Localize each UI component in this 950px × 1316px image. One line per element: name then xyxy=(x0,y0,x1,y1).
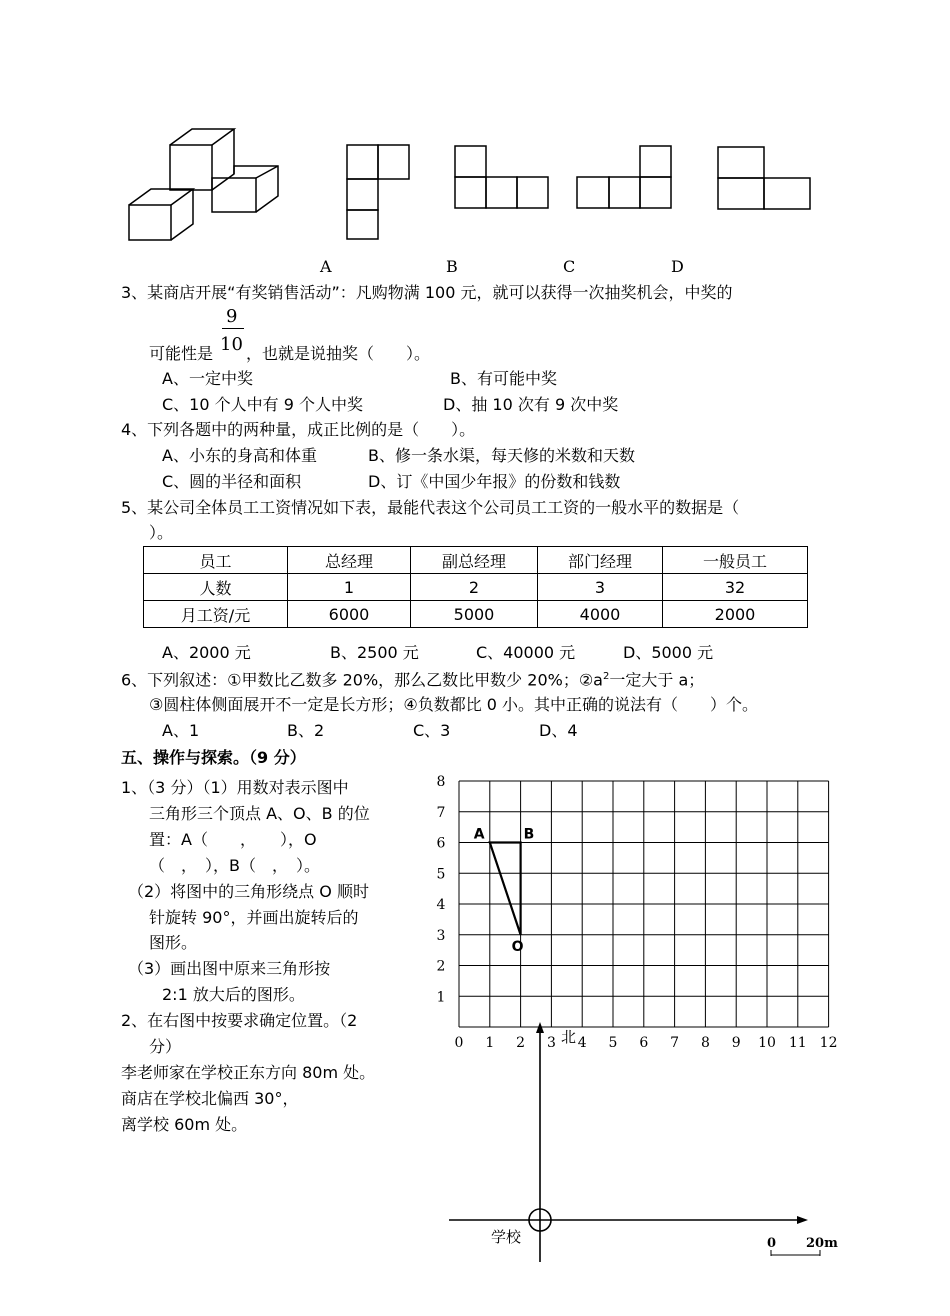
scale-length-label: 20m xyxy=(806,1236,838,1251)
table-header-cell: 总经理 xyxy=(288,547,411,574)
view-label-d: D xyxy=(671,257,684,276)
y-tick-label: 6 xyxy=(436,835,446,852)
x-tick-label: 8 xyxy=(700,1035,710,1051)
table-cell: 3 xyxy=(538,574,663,601)
scale-zero-label: 0 xyxy=(767,1236,777,1251)
s5-q1-line: 置：A（ ， ），O xyxy=(149,830,317,849)
s5-q2-line: 商店在学校北偏西 30°， xyxy=(121,1089,299,1108)
q6-option-a: A、1 xyxy=(162,721,200,740)
s5-q1-line: 图形。 xyxy=(149,933,198,952)
x-tick-label: 11 xyxy=(788,1035,807,1051)
s5-q1-line: 针旋转 90°，并画出旋转后的 xyxy=(149,908,359,927)
s5-q1-line: 1、（3 分）（1）用数对表示图中 xyxy=(121,778,349,797)
x-tick-label: 9 xyxy=(731,1035,741,1051)
q5-option-b: B、2500 元 xyxy=(330,643,419,662)
table-cell: 月工资/元 xyxy=(144,601,288,628)
section5-title: 五、操作与探索。（9 分） xyxy=(121,748,306,767)
q5-stem-line2: ）。 xyxy=(149,523,174,542)
q3-stem-line1: 3、某商店开展“有奖销售活动”：凡购物满 100 元，就可以获得一次抽奖机会，中奖的 xyxy=(121,283,733,302)
view-label-c: C xyxy=(563,257,576,276)
q6-stem-line2: ③圆柱体侧面展开不一定是长方形；④负数都比 0 小。其中正确的说法有（ ）个。 xyxy=(149,695,759,714)
q3-stem-line2-suffix: ，也就是说抽奖（ ）。 xyxy=(246,344,431,363)
q3-option-d: D、抽 10 次有 9 次中奖 xyxy=(443,395,619,414)
s5-q1-line: （ ， ），B（ ， ）。 xyxy=(149,856,320,875)
table-cell: 2 xyxy=(411,574,538,601)
table-cell: 4000 xyxy=(538,601,663,628)
s5-q1-line: （2）将图中的三角形绕点 O 顺时 xyxy=(128,882,369,901)
s5-q2-line: 2、在右图中按要求确定位置。（2 xyxy=(121,1011,358,1030)
y-tick-label: 4 xyxy=(436,897,446,913)
y-tick-label: 1 xyxy=(436,989,446,1006)
north-label: 北 xyxy=(561,1028,577,1046)
q6-option-c: C、3 xyxy=(413,721,451,740)
y-tick-label: 2 xyxy=(436,958,446,975)
view-label-b: B xyxy=(446,257,458,276)
q3-option-c: C、10 个人中有 9 个人中奖 xyxy=(162,395,363,414)
s5-q1-line: （3）画出图中原来三角形按 xyxy=(128,959,331,978)
y-tick-label: 8 xyxy=(436,774,446,790)
table-header-cell: 部门经理 xyxy=(538,547,663,574)
table-cell: 2000 xyxy=(663,601,808,628)
table-header-cell: 副总经理 xyxy=(411,547,538,574)
x-tick-label: 2 xyxy=(516,1035,526,1051)
x-tick-label: 10 xyxy=(758,1035,776,1051)
q6-option-d: D、4 xyxy=(539,721,578,740)
x-tick-label: 0 xyxy=(454,1035,464,1051)
q4-option-c: C、圆的半径和面积 xyxy=(162,472,302,491)
table-cell: 人数 xyxy=(144,574,288,601)
school-label: 学校 xyxy=(491,1228,522,1246)
x-tick-label: 7 xyxy=(670,1035,680,1051)
q4-option-d: D、订《中国少年报》的份数和钱数 xyxy=(368,472,621,491)
table-header-cell: 员工 xyxy=(144,547,288,574)
q3-fraction-numerator: 9 xyxy=(226,306,238,327)
x-tick-label: 5 xyxy=(608,1035,618,1051)
x-tick-label: 12 xyxy=(819,1035,838,1051)
s5-q1-line: 2:1 放大后的图形。 xyxy=(162,985,305,1004)
x-tick-label: 1 xyxy=(485,1035,495,1051)
q4-stem: 4、下列各题中的两种量，成正比例的是（ ）。 xyxy=(121,420,476,439)
y-tick-label: 3 xyxy=(436,927,446,944)
east-arrow-icon xyxy=(797,1216,808,1224)
s5-q1-line: 三角形三个顶点 A、O、B 的位 xyxy=(149,804,370,823)
q3-fraction-denominator: 10 xyxy=(220,334,243,355)
q5-option-a: A、2000 元 xyxy=(162,643,251,662)
y-tick-label: 7 xyxy=(436,804,446,821)
q6-text-a: 6、下列叙述：①甲数比乙数多 20%，那么乙数比甲数少 20%；②a xyxy=(121,670,603,690)
q4-option-a: A、小东的身高和体重 xyxy=(162,446,317,465)
q3-stem-line2-prefix: 可能性是 xyxy=(149,344,214,363)
table-cell: 5000 xyxy=(411,601,538,628)
q6-option-b: B、2 xyxy=(287,721,325,740)
q5-stem-line1: 5、某公司全体员工工资情况如下表，最能代表这个公司员工工资的一般水平的数据是（ xyxy=(121,498,740,517)
x-tick-label: 6 xyxy=(639,1035,649,1051)
north-arrow-icon xyxy=(536,1022,544,1033)
vertex-label: B xyxy=(523,826,535,843)
table-cell: 6000 xyxy=(288,601,411,628)
vertex-label: A xyxy=(473,826,485,843)
q5-option-d: D、5000 元 xyxy=(623,643,714,662)
q6-superscript: 2 xyxy=(602,671,610,682)
q3-option-b: B、有可能中奖 xyxy=(450,369,557,388)
table-cell: 32 xyxy=(663,574,808,601)
q4-option-b: B、修一条水渠，每天修的米数和天数 xyxy=(368,446,635,465)
y-tick-label: 5 xyxy=(436,866,446,883)
view-label-a: A xyxy=(320,257,332,276)
vertex-label: O xyxy=(511,938,524,955)
table-header-cell: 一般员工 xyxy=(663,547,808,574)
x-tick-label: 3 xyxy=(546,1035,556,1051)
s5-q2-line: 李老师家在学校正东方向 80m 处。 xyxy=(121,1063,376,1082)
q6-text-b: 一定大于 a； xyxy=(609,670,705,690)
s5-q2-line: 分） xyxy=(149,1037,182,1056)
table-cell: 1 xyxy=(288,574,411,601)
q3-option-a: A、一定中奖 xyxy=(162,369,253,388)
s5-q2-line: 离学校 60m 处。 xyxy=(121,1115,248,1134)
q5-option-c: C、40000 元 xyxy=(476,643,576,662)
x-tick-label: 4 xyxy=(577,1035,587,1051)
